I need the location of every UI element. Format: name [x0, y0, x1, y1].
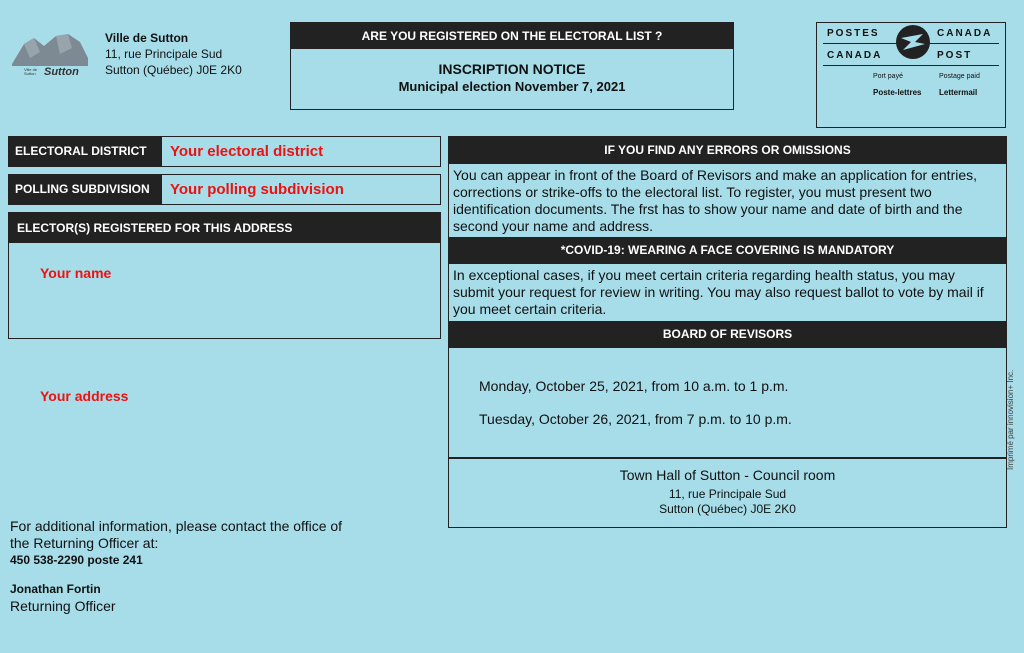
canada-top-label: CANADA: [937, 28, 993, 39]
canada-post-icon: [895, 24, 931, 60]
polling-subdivision-value: Your polling subdivision: [170, 181, 344, 198]
info-line-1: For additional information, please contact the office of: [10, 518, 343, 534]
electors-label: ELECTOR(S) REGISTERED FOR THIS ADDRESS: [9, 213, 440, 243]
sender-address: [105, 30, 242, 78]
printer-credit: Imprimé par innovision+ Inc.: [1006, 369, 1015, 470]
canada-bottom-label: CANADA: [827, 50, 883, 61]
sender-name: Ville de Sutton: [105, 31, 189, 45]
logo-small-text: Ville de Sutton: [24, 67, 38, 76]
lettermail-label: Lettermail: [939, 88, 978, 97]
errors-section: [448, 136, 1007, 528]
polling-subdivision-label: POLLING SUBDIVISION: [9, 175, 162, 204]
header-subtitle: Municipal election November 7, 2021: [398, 79, 626, 94]
venue-street: 11, rue Principale Sud: [668, 487, 787, 501]
electors-box: [8, 212, 441, 339]
officer-name: Jonathan Fortin: [10, 582, 101, 596]
postage-paid-label: Postage paid: [939, 73, 980, 80]
officer-title: Returning Officer: [10, 598, 116, 614]
contact-info: [10, 518, 342, 615]
errors-text: You can appear in front of the Board of Revisors and make an application for entries, corrections or strike-offs to the electoral list. To register, you must present two identification documents. The frst has to show your name and date of birth and the second your name and address.: [453, 167, 978, 234]
elector-address: Your address: [40, 388, 129, 404]
sender-street: 11, rue Principale Sud: [105, 47, 223, 61]
venue-city: Sutton (Québec) J0E 2K0: [659, 502, 796, 516]
header-title: INSCRIPTION NOTICE: [438, 61, 586, 77]
postage-box: [816, 22, 1006, 128]
polling-subdivision-row: [8, 174, 441, 205]
post-label: POST: [937, 50, 973, 61]
board-title: BOARD OF REVISORS: [449, 321, 1006, 348]
info-line-2: the Returning Officer at:: [10, 535, 159, 551]
phone-number: 450 538-2290 poste 241: [10, 553, 143, 567]
header-question: ARE YOU REGISTERED ON THE ELECTORAL LIST ?: [291, 23, 733, 49]
board-date-1: Monday, October 25, 2021, from 10 a.m. to 1 p.m.: [479, 378, 789, 394]
electoral-district-label: ELECTORAL DISTRICT: [9, 137, 162, 166]
header-box: [290, 22, 734, 110]
electoral-district-value: Your electoral district: [170, 143, 324, 160]
sutton-logo: [10, 28, 90, 80]
sender-city: Sutton (Québec) J0E 2K0: [105, 63, 242, 77]
electoral-district-row: [8, 136, 441, 167]
port-paye-label: Port payé: [873, 73, 903, 80]
logo-word: Sutton: [44, 66, 79, 78]
postes-label: POSTES: [827, 28, 880, 39]
board-date-2: Tuesday, October 26, 2021, from 7 p.m. to 10 p.m.: [479, 411, 792, 427]
errors-title: IF YOU FIND ANY ERRORS OR OMISSIONS: [449, 137, 1006, 164]
poste-lettres-label: Poste-lettres: [873, 88, 922, 97]
covid-title: *COVID-19: WEARING A FACE COVERING IS MANDATORY: [449, 237, 1006, 264]
venue-block: [449, 467, 1006, 516]
elector-name: Your name: [40, 265, 112, 281]
covid-text: In exceptional cases, if you meet certain criteria regarding health status, you may submit your request for review in writing. You may also request ballot to vote by mail if you meet certain criteria.: [453, 267, 984, 317]
venue-name: Town Hall of Sutton - Council room: [619, 467, 836, 483]
